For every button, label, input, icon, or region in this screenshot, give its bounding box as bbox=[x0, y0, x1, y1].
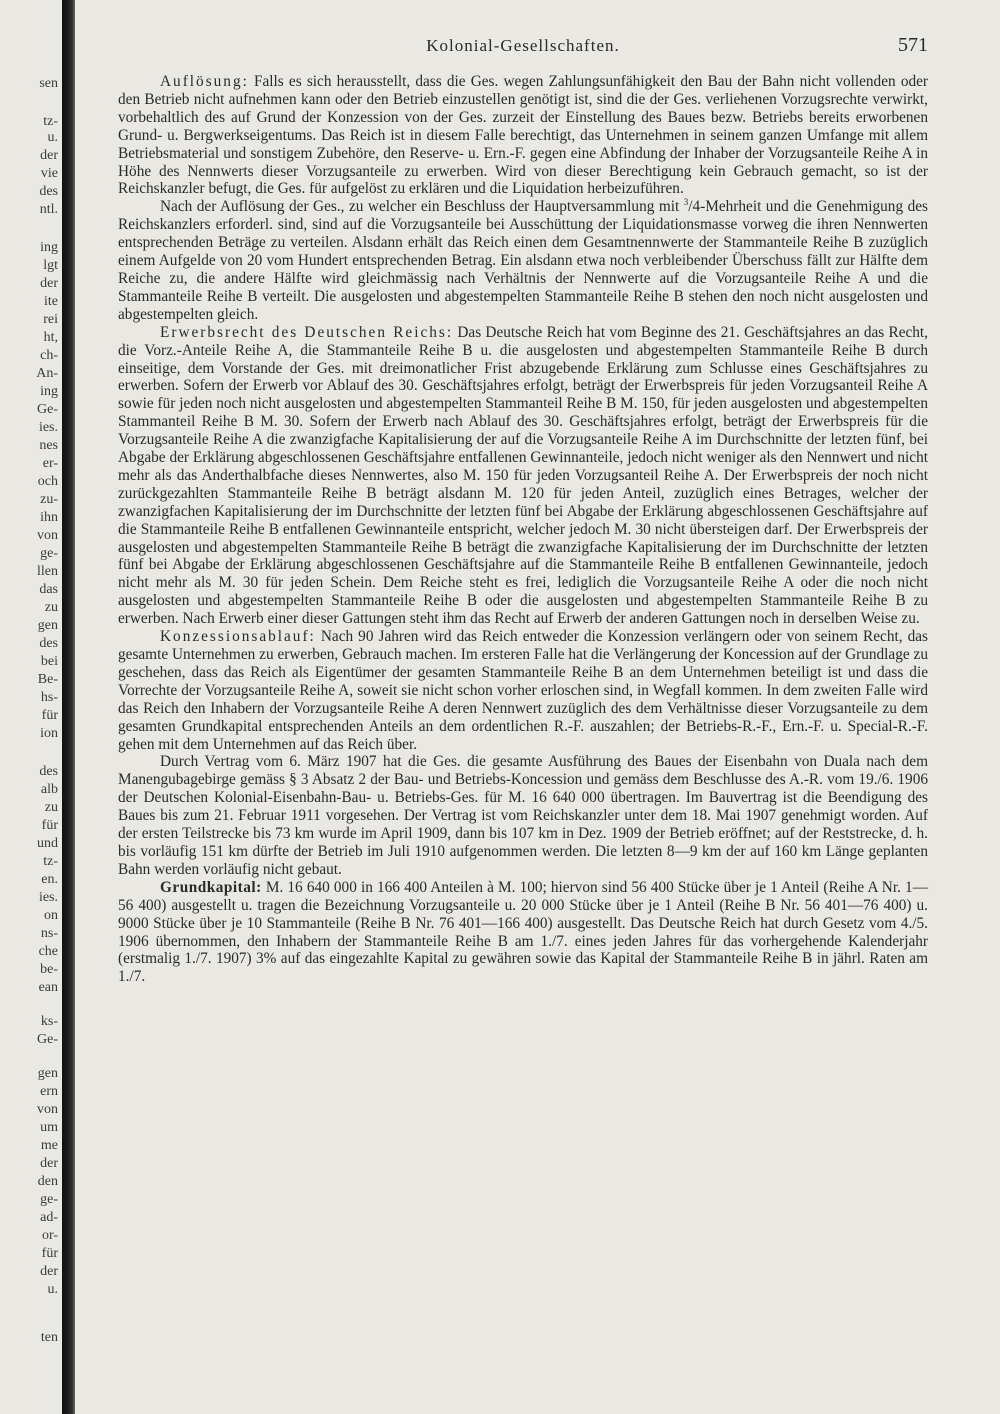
margin-fragment: der bbox=[40, 1156, 58, 1171]
margin-fragment: hs- bbox=[40, 690, 58, 705]
margin-fragment: ge- bbox=[40, 1192, 58, 1207]
margin-fragment: u. bbox=[47, 1282, 58, 1297]
margin-fragment: Ge- bbox=[37, 402, 58, 417]
margin-fragment: Be- bbox=[37, 672, 58, 687]
body-grundkapital: M. 16 640 000 in 166 400 Anteilen à M. 100; hiervon sind 56 400 Stücke über je 1 Anteil (Reihe A Nr. 1—56 400) ausgestellt u. tragen die Bezeichnung Vorzugsanteile u. 20 000 Stücke über je 1 Anteil (Reihe B Nr. 56 401—76 400) u. 9000 Stücke über je 10 Stammanteile (Reihe B Nr. 76 401—166 400) ausgestellt. Das Deutsche Reich hat durch Gesetz vom 4./5. 1906 übernommen, den Inhabern der Stammanteile Reihe B am 1./7. eines jeden Jahres für das vorhergehende Kalenderjahr (erstmalig 1./7. 1907) 3% auf das eingezahlte Kapital zu gewähren sowie das Kapital der Stammanteile Reihe B in jährl. Raten am 1./7. bbox=[118, 878, 928, 986]
margin-fragment: ns- bbox=[40, 926, 58, 941]
margin-fragment: ht, bbox=[43, 330, 58, 345]
heading-konzessionsablauf: Konzessionsablauf: bbox=[160, 628, 316, 646]
margin-fragment: der bbox=[40, 276, 58, 291]
margin-fragment: nes bbox=[39, 438, 58, 453]
margin-fragment: des bbox=[39, 184, 58, 199]
margin-fragment: der bbox=[40, 1264, 58, 1279]
margin-fragment: tz- bbox=[43, 854, 58, 869]
text-column bbox=[118, 73, 928, 986]
left-page-margin-fragments bbox=[0, 0, 62, 1414]
running-title: Kolonial-Gesellschaften. bbox=[426, 36, 620, 55]
paragraph-grundkapital bbox=[118, 879, 928, 986]
margin-fragment: ies. bbox=[38, 890, 58, 905]
body-vertrag: Durch Vertrag vom 6. März 1907 hat die Ges. die gesamte Ausführung des Baues der Eisenbahn von Duala nach dem Manengubagebirge gemäss § 3 Absatz 2 der Bau- und Betriebs-Koncession und gemäss dem Beschlusse des A.-R. vom 19./6. 1906 der Deutschen Kolonial-Eisenbahn-Bau- u. Betriebs-Ges. für M. 16 640 000 übertragen. Im Bauvertrag ist die Beendigung des Baues bis zum 21. Februar 1911 vorgesehen. Der Vertrag ist vom Reichskanzler unter dem 18. Mai 1907 genehmigt worden. Auf der ersten Teilstrecke bis 73 km wurde im April 1909, dann bis 107 km in Dez. 1909 der Betrieb eröffnet; auf der Reststrecke, d. h. bis vorläufig 151 km dürfte der Betrieb im Juli 1910 aufgenommen werden. Die letzten 8—9 km der auf 160 km Länge geplanten Bahn werden vorläufig nicht gebaut. bbox=[118, 753, 928, 878]
margin-fragment: ies. bbox=[38, 420, 58, 435]
margin-fragment: für bbox=[41, 1246, 58, 1261]
margin-fragment: und bbox=[37, 836, 58, 851]
paragraph-nach-der-aufloesung bbox=[118, 198, 928, 323]
paragraph-konzessionsablauf bbox=[118, 628, 928, 753]
margin-fragment: ntl. bbox=[39, 202, 58, 217]
margin-fragment: ihn bbox=[40, 510, 58, 525]
margin-fragment: on bbox=[44, 908, 58, 923]
margin-fragment: um bbox=[40, 1120, 58, 1135]
margin-fragment: für bbox=[41, 708, 58, 723]
heading-erwerbsrecht: Erwerbsrecht des Deutschen Reichs: bbox=[160, 323, 454, 341]
margin-fragment: och bbox=[37, 474, 58, 489]
margin-fragment: ch- bbox=[40, 348, 58, 363]
margin-fragment: sen bbox=[39, 76, 58, 91]
margin-fragment: me bbox=[40, 1138, 58, 1153]
margin-fragment: von bbox=[37, 1102, 58, 1117]
margin-fragment: en. bbox=[41, 872, 58, 887]
paragraph-vertrag bbox=[118, 753, 928, 878]
margin-fragment: gen bbox=[37, 1066, 58, 1081]
body-konzessionsablauf: Nach 90 Jahren wird das Reich entweder die Konzession verlängern oder von seinem Recht, das gesamte Unternehmen zu erwerben, Gebrauch machen. Im ersteren Falle hat die Verlängerung der Koncession auf der Grundlage zu geschehen, dass das Reich als Eigentümer der gesamten Stammanteile Reihe B an dem Unternehmen beteiligt ist und dass die Vorrechte der Vorzugsanteile Reihe A, soweit sie nicht schon vorher erloschen sind, in Wegfall kommen. In dem zweiten Falle wird das Reich den Inhabern der Vorzugsanteile Reihe A deren Nennwert zuzüglich des dem Verhältnisse dieser Vorzugsanteile zu dem gesamten Grundkapital entsprechenden Anteils an dem ordentlichen R.-F. auszahlen; der Betriebs-R.-F., Ern.-F. u. Special-R.-F. gehen mit dem Unternehmen auf das Reich über. bbox=[118, 628, 928, 753]
body-aufloesung: Falls es sich herausstellt, dass die Ges. wegen Zahlungsunfähigkeit den Bau der Bahn nicht vollenden oder den Betrieb nicht aufnehmen kann oder den Betrieb einzustellen genötigt ist, sind die der Ges. verliehenen Vorzugsrechte verwirkt, vorbehaltlich des auf Grund der Konzession von der Ges. zurzeit der Einstellung des Baues bezw. Betriebs bereits erworbenen Grund- u. Bergwerkseigentums. Das Reich ist in diesem Falle berechtigt, das Unternehmen in seinem ganzen Umfange mit allem Betriebsmaterial und sonstigem Zubehöre, den Reserve- u. Ern.-F. gegen eine Abfindung der Inhaber der Vorzugsanteile Reihe A in Höhe des Nennwerts dieser Vorzugsanteile zu erwerben. Wird von dieser Berechtigung kein Gebrauch gemacht, so ist der Reichskanzler befugt, die Ges. für aufgelöst zu erklären und die Liquidation herbeizuführen. bbox=[118, 73, 928, 198]
margin-fragment: ten bbox=[40, 1330, 58, 1345]
margin-fragment: zu bbox=[44, 600, 58, 615]
margin-fragment: des bbox=[39, 764, 58, 779]
page-number: 571 bbox=[898, 34, 928, 56]
body-nach-der-aufloesung-a: Nach der Auflösung der Ges., zu welcher ein Beschluss der Hauptversammlung mit bbox=[160, 198, 684, 216]
margin-fragment: zu- bbox=[40, 492, 58, 507]
margin-fragment: be- bbox=[40, 962, 58, 977]
margin-fragment: den bbox=[37, 1174, 58, 1189]
margin-fragment: rei bbox=[43, 312, 58, 327]
margin-fragment: Ge- bbox=[37, 1032, 58, 1047]
margin-fragment: alb bbox=[40, 782, 58, 797]
margin-fragment: das bbox=[39, 582, 58, 597]
margin-fragment: vie bbox=[40, 166, 58, 181]
margin-fragment: zu bbox=[44, 800, 58, 815]
margin-fragment: ean bbox=[38, 980, 58, 995]
book-spine-shadow bbox=[62, 0, 75, 1414]
margin-fragment: von bbox=[37, 528, 58, 543]
margin-fragment: er- bbox=[42, 456, 58, 471]
margin-fragment: für bbox=[41, 818, 58, 833]
heading-aufloesung: Auflösung: bbox=[160, 73, 249, 90]
paragraph-erwerbsrecht bbox=[118, 324, 928, 628]
margin-fragment: ing bbox=[40, 384, 58, 399]
margin-fragment: che bbox=[38, 944, 58, 959]
body-nach-der-aufloesung-b: /4-Mehrheit und die Genehmigung des Reichskanzlers erforderl. sind, sind auf die Vorzugsanteile bei Ausschüttung der Liquidationsmasse vorweg die ihren Nennwerten entsprechenden Beträge zu verteilen. Alsdann erhält das Reich einen dem Gesamtnennwerte der Stammanteile Reihe B zuzüglich einem Aufgelde von 20 vom Hundert entsprechenden Betrag. Ein alsdann etwa noch verbleibender Überschuss fällt zur Hälfte dem Reiche zu, die andere Hälfte wird gleichmässig nach Verhältnis der Nennwerte auf die Vorzugsanteile Reihe A und die Stammanteile Reihe B verteilt. Die ausgelosten und abgestempelten Stammanteile Reihe B stehen den noch nicht ausgelosten und abgestempelten gleich. bbox=[118, 198, 928, 323]
margin-fragment: llen bbox=[37, 564, 58, 579]
margin-fragment: ge- bbox=[40, 546, 58, 561]
margin-fragment: ion bbox=[40, 726, 58, 741]
paragraph-aufloesung bbox=[118, 73, 928, 198]
margin-fragment: An- bbox=[36, 366, 58, 381]
margin-fragment: ite bbox=[44, 294, 58, 309]
margin-fragment: lgt bbox=[43, 258, 58, 273]
margin-fragment: der bbox=[40, 148, 58, 163]
body-erwerbsrecht: Das Deutsche Reich hat vom Beginne des 21. Geschäftsjahres an das Recht, die Vorz.-Anteile Reihe A, die Stammanteile Reihe B u. die ausgelosten und abgestempelten Stammanteile Reihe B durch einseitige, dem Vorstande der Ges. mit dreimonatlicher Frist abzugebende Erklärung zum Schlusse eines Geschäftsjahres zu erwerben. Sofern der Erwerb vor Ablauf des 30. Geschäftsjahres erfolgt, beträgt der Erwerbspreis für jeden Vorzugsanteil Reihe A sowie für jeden noch nicht ausgelosten und abgestempelten Stammanteil Reihe B M. 150, für jeden ausgelosten und abgestempelten Stammanteil Reihe B M. 30. Sofern der Erwerb nach Ablauf des 30. Geschäftsjahres erfolgt, beträgt der Erwerbspreis für die Vorzugsanteile Reihe A die zwanzigfache Kapitalisierung der auf die Vorzugsanteile Reihe A im Durchschnitte der letzten fünf, bei Abgabe der Erklärung abgeschlossenen Geschäftsjahre entfallenen Gewinnanteile, jedoch nicht weniger als den Nennwert und nicht mehr als das Anderthalbfache dieses Nennwertes, also M. 150 für jeden Vorzugsanteil Reihe A. Der Erwerbspreis der noch nicht zurückgezahlten Stammanteile Reihe B beträgt alsdann M. 120 für jeden Anteil, zuzüglich eines Betrages, welcher der zwanzigfachen Kapitalisierung der im Durchschnitte der letzten fünf bei Abgabe der Erklärung abgeschlossenen Geschäftsjahre auf die Stammanteile Reihe B entfallenen Gewinnanteile entspricht, welcher jedoch M. 30 nicht übersteigen darf. Der Erwerbspreis der ausgelosten und abgestempelten Stammanteile Reihe B beträgt die zwanzigfache Kapitalisierung der im Durchschnitte der letzten fünf bei Abgabe der Erklärung abgeschlossenen Geschäftsjahre auf die Stammanteile Reihe B entfallenen Gewinnanteile, jedoch nicht mehr als M. 30 für jeden Schein. Dem Reiche steht es frei, lediglich die Vorzugsanteile Reihe A oder die noch nicht ausgelosten und abgestempelten Stammanteile Reihe B oder die ausgelosten und abgestempelten Stammanteile Reihe B zu erwerben. Nach Erwerb einer dieser Gattungen steht ihm das Recht auf Erwerb der anderen Gattungen noch in derselben Weise zu. bbox=[118, 323, 928, 628]
margin-fragment: ing bbox=[40, 240, 58, 255]
margin-fragment: ad- bbox=[40, 1210, 58, 1225]
margin-fragment: gen bbox=[37, 618, 58, 633]
margin-fragment: des bbox=[39, 636, 58, 651]
margin-fragment: or- bbox=[41, 1228, 58, 1243]
margin-fragment: bei bbox=[40, 654, 58, 669]
margin-fragment: ern bbox=[40, 1084, 58, 1099]
margin-fragment: u. bbox=[47, 130, 58, 145]
margin-fragment: tz- bbox=[43, 114, 58, 129]
fraction-numerator: 3 bbox=[683, 197, 689, 208]
page-header bbox=[118, 34, 928, 58]
heading-grundkapital: Grundkapital: bbox=[160, 878, 262, 896]
margin-fragment: ks- bbox=[40, 1014, 58, 1029]
